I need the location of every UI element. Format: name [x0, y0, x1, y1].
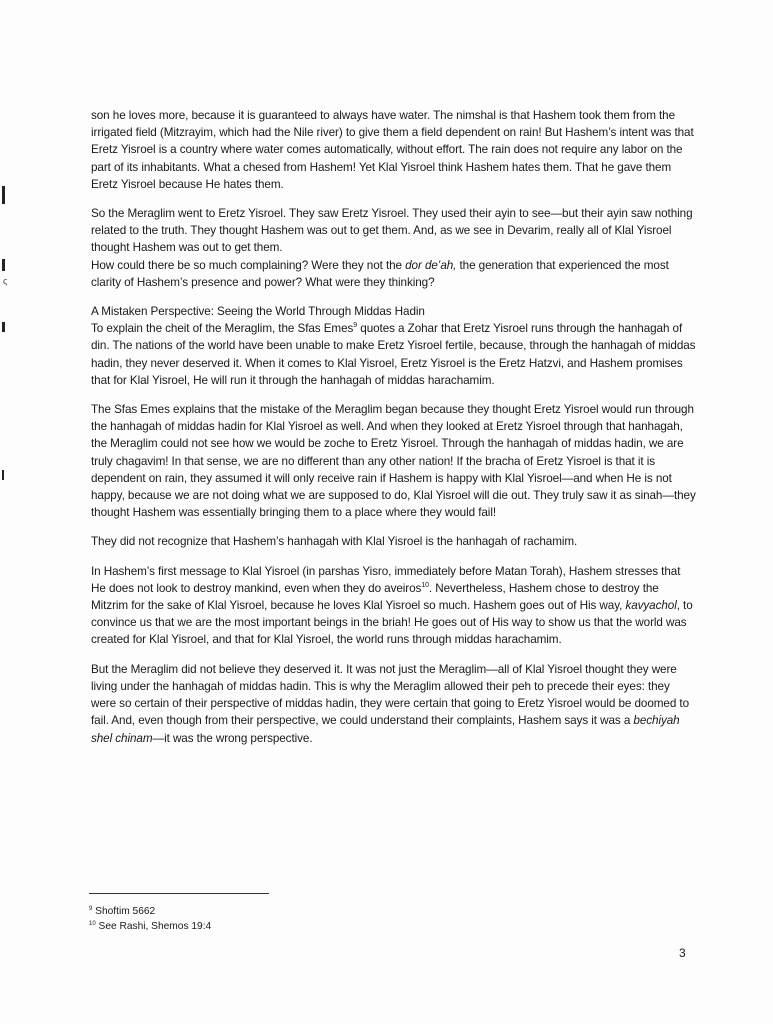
footnote-divider: [89, 893, 269, 894]
paragraph-p1: [91, 107, 697, 193]
scan-margin-mark: [2, 259, 5, 271]
footnote-number: 10: [89, 921, 96, 927]
page-number: 3: [679, 946, 686, 960]
text-segment: To explain the cheit of the Meraglim, the Sfas Emes: [91, 322, 354, 336]
scan-margin-mark: [2, 470, 4, 480]
footnotes: [89, 904, 211, 934]
text-segment: the generation that experienced the most clarity of Hashem’s presence and power? What were they thinking?: [91, 258, 669, 289]
italic-term: bechiyah shel chinam: [91, 714, 680, 745]
footnote-10: [89, 919, 211, 934]
paragraph-p3: [91, 257, 697, 291]
footnote-reference: 9: [353, 322, 358, 330]
footnote-number: 9: [89, 906, 93, 912]
paragraph-p5: [91, 401, 697, 521]
text-segment: . Nevertheless, Hashem chose to destroy the Mitzrim for the sake of Klal Yisroel, because he loves Klal Yisroel so much. Hashem goes out of His way,: [91, 581, 659, 613]
text-segment: son he loves more, because it is guaranteed to always have water. The nimshal is that Hashem took them from the irrigated field (Mitzrayim, which had the Nile river) to give them a field dependent on rain! But Hashem’s intent was that Eretz Yisroel is a country where water comes automatically, without effort. The rain does not require any labor on the part of its inhabitants. What a chesed from Hashem! Yet Klal Yisroel think Hashem hates them. That he gave them Eretz Yisroel because He hates them.: [91, 109, 694, 191]
paragraph-p8: [91, 661, 697, 747]
footnote-reference: 10: [421, 581, 429, 589]
italic-term: kavyachol: [625, 599, 677, 613]
footnote-text: See Rashi, Shemos 19:4: [95, 921, 212, 932]
paragraph-p2: [91, 205, 697, 257]
paragraph-p4: [91, 320, 697, 389]
paragraph-p6: [91, 533, 697, 550]
scan-margin-glyph: ς: [3, 276, 8, 286]
italic-term: dor de’ah,: [405, 258, 457, 272]
footnote-text: Shoftim 5662: [92, 906, 156, 917]
text-segment: , to convince us that we are the most important beings in the briah! He goes out of His way to show us that the world was created for Klal Yisroel, and that for Klal Yisroel, the world runs through middas harachamim.: [91, 599, 693, 647]
footnote-9: [89, 904, 211, 919]
text-segment: quotes a Zohar that Eretz Yisroel runs through the hanhagah of din. The nations of the world have been unable to make Eretz Yisroel fertile, because, through the hanhagah of middas hadin, they never deserved it. When it comes to Klal Yisroel, Eretz Yisroel is the Eretz Hatzvi, and Hashem promises that for Klal Yisroel, He will run it through the hanhagah of middas harachamim.: [91, 322, 696, 387]
text-segment: How could there be so much complaining? Were they not the: [91, 258, 406, 272]
scan-margin-mark: [2, 322, 5, 332]
text-segment: In Hashem’s first message to Klal Yisroel (in parshas Yisro, immediately before Matan Torah), Hashem stresses that He does not look to destroy mankind, even when they do aveiros: [91, 564, 681, 595]
text-segment: —it was the wrong perspective.: [152, 731, 313, 745]
text-segment: So the Meraglim went to Eretz Yisroel. They saw Eretz Yisroel. They used their ayin to see—but their ayin saw nothing related to the truth. They thought Hashem was out to get them. And, as we see in Devarim, really all of Klal Yisroel thought Hashem was out to get them.: [91, 207, 693, 255]
scan-margin-mark: [2, 186, 5, 204]
text-segment: The Sfas Emes explains that the mistake of the Meraglim began because they thought Eretz Yisroel would run through the hanhagah of middas hadin for Klal Yisroel as well. And when they looked at Eretz Yisroel through that hanhagah, the Meraglim could not see how we would be zoche to Eretz Yisroel. Through the hanhagah of middas hadin, we are truly chagavim! In that sense, we are no different than any other nation! If the bracha of Eretz Yisroel is that it is dependent on rain, they assumed it will only receive rain if Hashem is happy with Klal Yisroel—and when He is not happy, because we are not doing what we are supposed to do, Klal Yisroel will die out. They truly saw it as sinah—they thought Hashem was essentially bringing them to a place where they would fail!: [91, 403, 696, 520]
paragraph-p7: [91, 563, 697, 649]
text-segment: A Mistaken Perspective: Seeing the World Through Middas Hadin: [91, 305, 425, 319]
body-text: [91, 107, 697, 759]
section-heading: [91, 303, 697, 320]
text-segment: They did not recognize that Hashem’s hanhagah with Klal Yisroel is the hanhagah of rachamim.: [91, 535, 578, 549]
text-segment: But the Meraglim did not believe they deserved it. It was not just the Meraglim—all of Klal Yisroel thought they were living under the hanhagah of middas hadin. This is why the Meraglim allowed their peh to precede their eyes: they were so certain of their perspective of middas hadin, they were certain that going to Eretz Yisroel would be doomed to fail. And, even though from their perspective, we could understand their complaints, Hashem says it was a: [91, 662, 689, 728]
